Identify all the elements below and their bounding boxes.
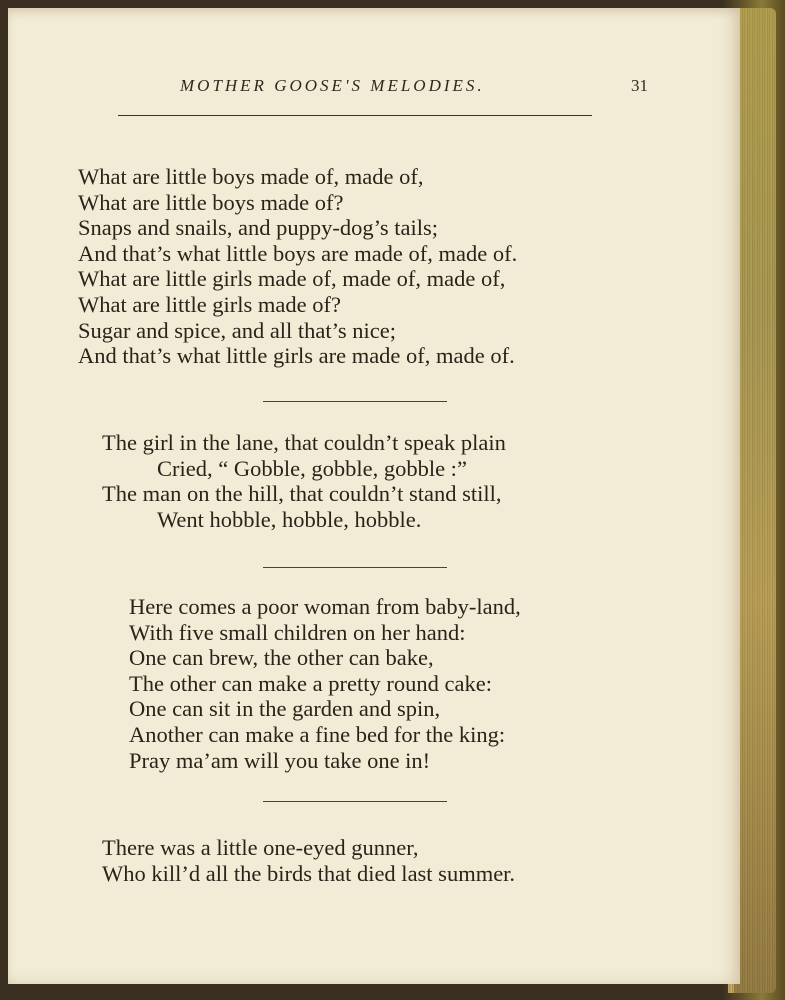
- section-divider: [263, 801, 447, 802]
- poem-line: Snaps and snails, and puppy-dog’s tails;: [78, 215, 438, 241]
- poem-line: There was a little one-eyed gunner,: [102, 835, 419, 860]
- poem-woman-from-baby-land: [129, 594, 521, 773]
- poem-boys-and-girls: [78, 164, 517, 369]
- poem-line: What are little girls made of, made of, made of,: [78, 266, 506, 292]
- poem-line: The man on the hill, that couldn’t stand still,: [102, 481, 502, 507]
- poem-line: Another can make a fine bed for the king:: [129, 721, 506, 747]
- poem-line: One can brew, the other can bake,: [129, 645, 434, 671]
- book-page: [8, 8, 740, 984]
- section-divider: [263, 567, 447, 568]
- section-divider: [263, 401, 447, 402]
- header-rule: [118, 115, 592, 116]
- poem-line: With five small children on her hand:: [129, 619, 466, 645]
- poem-line: Here comes a poor woman from baby-land,: [129, 594, 521, 619]
- poem-one-eyed-gunner: [102, 835, 515, 886]
- poem-line: Who kill’d all the birds that died last summer.: [102, 860, 516, 886]
- running-title: MOTHER GOOSE'S MELODIES.: [180, 76, 485, 95]
- poem-line: And that’s what little boys are made of, made of.: [78, 240, 518, 266]
- page-header: [118, 76, 648, 100]
- poem-line: Went hobble, hobble, hobble.: [157, 506, 422, 532]
- poem-line: What are little boys made of, made of,: [78, 164, 424, 189]
- poem-line: The girl in the lane, that couldn’t speak plain: [102, 430, 506, 455]
- poem-line: Pray ma’am will you take one in!: [129, 747, 431, 773]
- poem-girl-in-the-lane: [102, 430, 506, 532]
- poem-line: Cried, “ Gobble, gobble, gobble :”: [157, 455, 467, 481]
- poem-line: And that’s what little girls are made of, made of.: [78, 343, 515, 369]
- poem-line: What are little boys made of?: [78, 189, 344, 215]
- page-number: 31: [631, 76, 648, 95]
- poem-line: Sugar and spice, and all that’s nice;: [78, 317, 397, 343]
- poem-line: One can sit in the garden and spin,: [129, 696, 441, 722]
- poem-line: What are little girls made of?: [78, 291, 342, 317]
- poem-line: The other can make a pretty round cake:: [129, 670, 492, 696]
